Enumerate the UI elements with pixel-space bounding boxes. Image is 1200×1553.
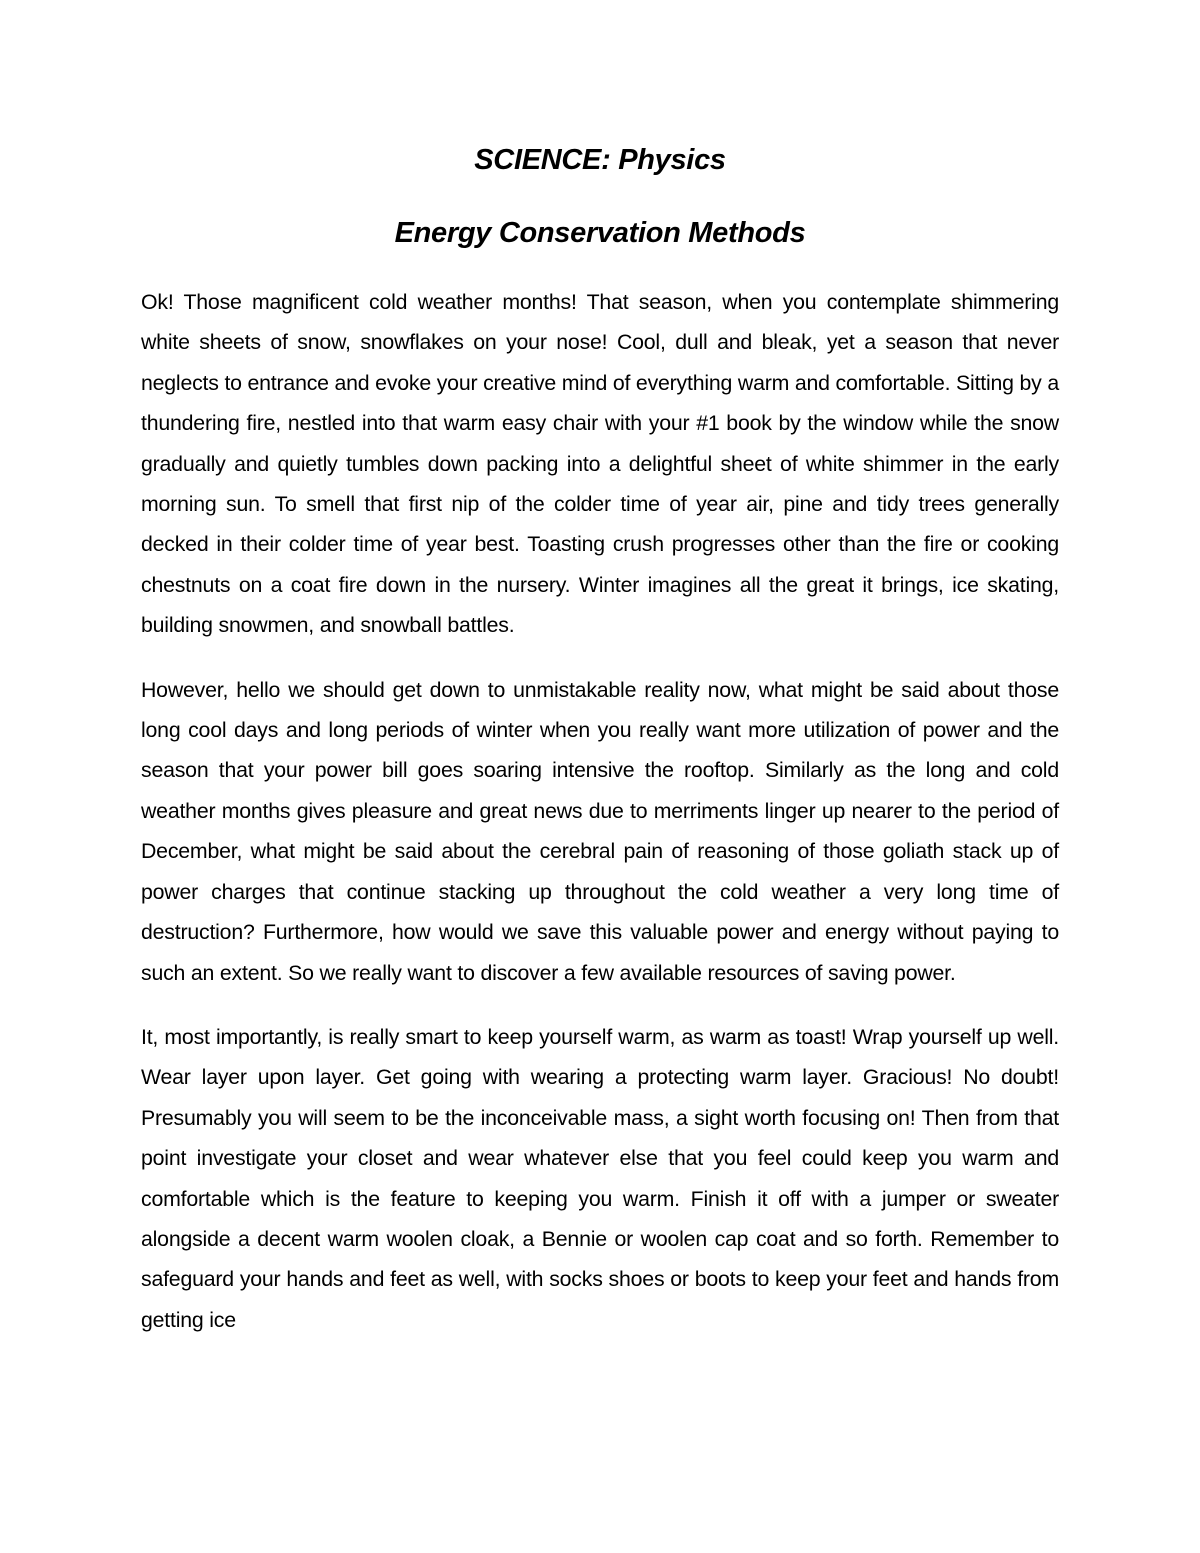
document-subtitle: Energy Conservation Methods: [394, 217, 806, 249]
document-body: [141, 282, 1059, 1364]
paragraph-3: It, most importantly, is really smart to keep yourself warm, as warm as toast! Wrap yourself up well. Wear layer upon layer. Get going with wearing a protecting warm layer. Gracious! No doubt! Presumably you will seem to be the inconceivable mass, a sight worth focusing on! Then from that point investigate your closet and wear whatever else that you feel could keep you warm and comfortable which is the feature to keeping you warm. Finish it off with a jumper or sweater alongside a decent warm woolen cloak, a Bennie or woolen cap coat and so forth. Remember to safeguard your hands and feet as well, with socks shoes or boots to keep your feet and hands from getting ice: [141, 1024, 1059, 1332]
paragraph-2: However, hello we should get down to unmistakable reality now, what might be said about those long cool days and long periods of winter when you really want more utilization of power and the season that your power bill goes soaring intensive the rooftop. Similarly as the long and cold weather months gives pleasure and great news due to merriments linger up nearer to the period of December, what might be said about the cerebral pain of reasoning of those goliath stack up of power charges that continue stacking up throughout the cold weather a very long time of destruction? Furthermore, how would we save this valuable power and energy without paying to such an extent. So we really want to discover a few available resources of saving power.: [141, 677, 1059, 985]
document-title: SCIENCE: Physics: [474, 144, 726, 176]
paragraph-1: Ok! Those magnificent cold weather months! That season, when you contemplate shimmering white sheets of snow, snowflakes on your nose! Cool, dull and bleak, yet a season that never neglects to entrance and evoke your creative mind of everything warm and comfortable. Sitting by a thundering fire, nestled into that warm easy chair with your #1 book by the window while the snow gradually and quietly tumbles down packing into a delightful sheet of white shimmer in the early morning sun. To smell that first nip of the colder time of year air, pine and tidy trees generally decked in their colder time of year best. Toasting crush progresses other than the fire or cooking chestnuts on a coat fire down in the nursery. Winter imagines all the great it brings, ice skating, building snowmen, and snowball battles.: [141, 290, 1059, 638]
